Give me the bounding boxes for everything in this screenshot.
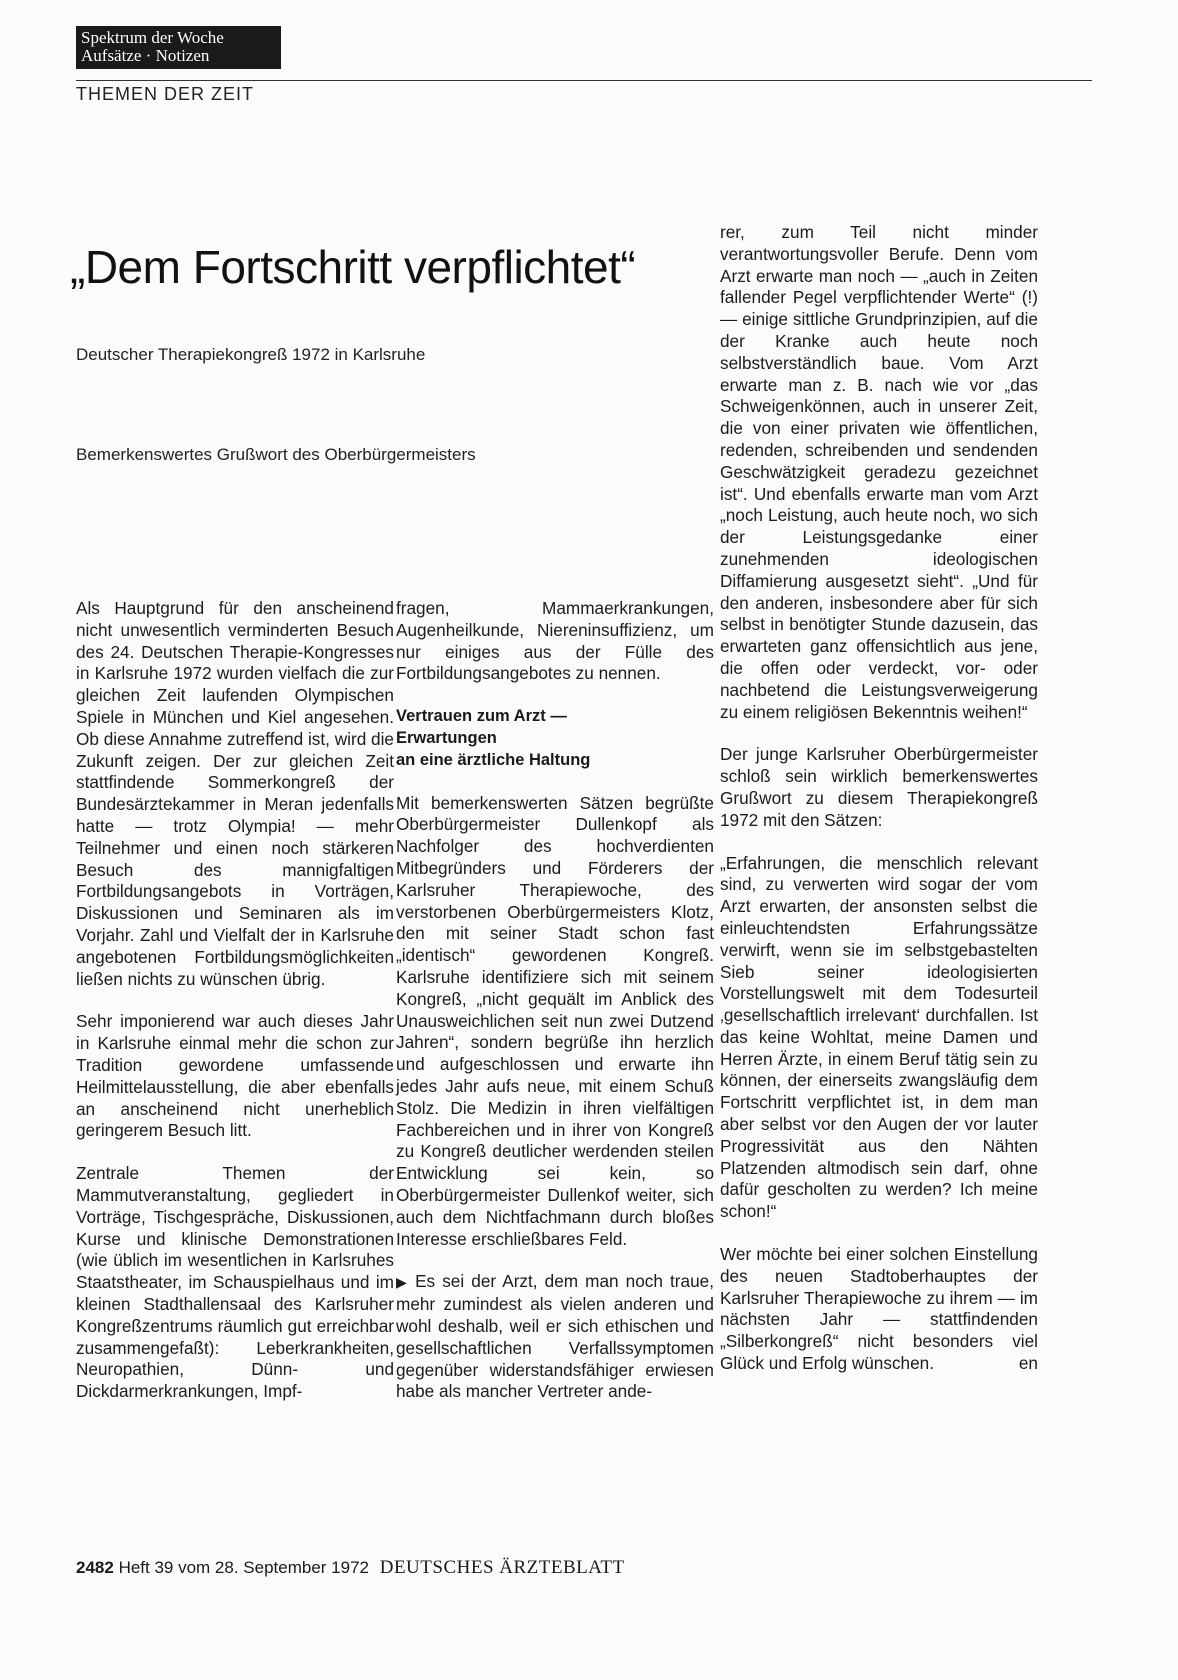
- paragraph: fragen, Mammaerkrankungen, Augenheilkunde, Niereninsuffizienz, um nur einiges aus der Fülle des Fortbildungsangebotes zu nennen.: [396, 598, 714, 684]
- header-rule: [76, 80, 1092, 81]
- column-2: [396, 598, 714, 1424]
- column-3: [720, 222, 1038, 1396]
- author-signature: en: [1018, 1353, 1038, 1374]
- article-subtitle: Deutscher Therapiekongreß 1972 in Karlsruhe: [76, 345, 426, 364]
- paragraph: Wer möchte bei einer solchen Einstellung des neuen Stadtoberhauptes der Karlsruher Therapiewoche zu ihrem — im nächsten Jahr — stattfindenden „Silberkongreß“ nicht besonders viel Glück und Erfolg wünschen. en: [720, 1244, 1038, 1374]
- page-number: 2482: [76, 1558, 114, 1577]
- article-deck: Bemerkenswertes Grußwort des Oberbürgermeisters: [76, 445, 476, 464]
- masthead-line-2: Aufsätze · Notizen: [81, 46, 210, 65]
- paragraph: Als Hauptgrund für den anscheinend nicht unwesentlich verminderten Besuch des 24. Deutschen Therapie-Kongresses in Karlsruhe 1972 wurden vielfach die zur gleichen Zeit laufenden Olympischen Spiele in München und Kiel angesehen. Ob diese Annahme zutreffend ist, wird die Zukunft zeigen. Der zur gleichen Zeit stattfindende Sommerkongreß der Bundesärztekammer in Meran jedenfalls hatte — trotz Olympia! — mehr Teilnehmer und einen noch stärkeren Besuch des mannigfaltigen Fortbildungsangebots in Vorträgen, Diskussionen und Seminaren als im Vorjahr. Zahl und Vielfalt der in Karlsruhe angebotenen Fortbildungsmöglichkeiten ließen nichts zu wünschen übrig.: [76, 598, 394, 989]
- issue-info: Heft 39 vom 28. September 1972: [118, 1558, 369, 1577]
- journal-name: DEUTSCHES ÄRZTEBLATT: [379, 1557, 625, 1578]
- section-label: THEMEN DER ZEIT: [76, 84, 255, 104]
- paragraph: Mit bemerkenswerten Sätzen begrüßte Oberbürgermeister Dullenkopf als Nachfolger des hochverdienten Mitbegründers und Förderers der Karlsruher Therapiewoche, des verstorbenen Oberbürgermeisters Klotz, den mit seiner Stadt schon fast „identisch“ gewordenen Kongreß. Karlsruhe identifiziere sich mit seinem Kongreß, „nicht gequält im Anblick des Unausweichlichen seit nun zwei Dutzend Jahren“, sondern begrüße ihn herzlich und aufgeschlossen und erwarte ihn jedes Jahr aufs neue, mit einem Schuß Stolz. Die Medizin in ihren vielfältigen Fachbereichen und in ihrer von Kongreß zu Kongreß deutlicher werdenden steilen Entwicklung sei kein, so Oberbürgermeister Dullenkof weiter, sich auch dem Nichtfachmann durch bloßes Interesse erschließbares Feld.: [396, 792, 714, 1249]
- masthead-line-1: Spektrum der Woche: [81, 28, 224, 47]
- paragraph: ▶ Es sei der Arzt, dem man noch traue, mehr zumindest als vielen anderen und wohl deshalb, weil er sich ethischen und gesellschaftlichen Verfallssymptomen gegenüber widerstandsfähiger erwiesen habe als mancher Vertreter ande-: [396, 1271, 714, 1402]
- masthead: [76, 26, 281, 69]
- arrow-icon: ▶: [396, 1274, 410, 1291]
- paragraph: Der junge Karlsruher Oberbürgermeister schloß sein wirklich bemerkenswertes Grußwort zu diesem Therapiekongreß 1972 mit den Sätzen:: [720, 744, 1038, 830]
- page-footer: [76, 1557, 625, 1579]
- column-1: [76, 598, 394, 1424]
- paragraph: „Erfahrungen, die menschlich relevant sind, zu verwerten wird sogar der vom Arzt erwarten, der ansonsten selbst die einleuchtendsten Erfahrungssätze verwirft, wenn sie im selbstgebastelten Sieb seiner ideologisierten Vorstellungswelt mit dem Todesurteil ‚gesellschaftlich irrelevant‘ durchfallen. Ist das keine Wohltat, meine Damen und Herren Ärzte, in einem Beruf tätig sein zu können, der einerseits zwangsläufig dem Fortschritt verpflichtet ist, in dem man aber selbst vor den Augen der vor lauter Progressivität aus den Nähten Platzenden altmodisch sein darf, ohne dafür gescholten zu werden? Ich meine schon!“: [720, 852, 1038, 1222]
- paragraph: Zentrale Themen der Mammutveranstaltung, gegliedert in Vorträge, Tischgespräche, Diskussionen, Kurse und klinische Demonstrationen (wie üblich im wesentlichen in Karlsruhes Staatstheater, im Schauspielhaus und im kleinen Stadthallensaal des Karlsruher Kongreßzentrums räumlich gut erreichbar zusammengefaßt): Leberkrankheiten, Neuropathien, Dünn- und Dickdarmerkrankungen, Impf-: [76, 1163, 394, 1402]
- article-title: „Dem Fortschritt verpflichtet“: [70, 241, 636, 293]
- paragraph: rer, zum Teil nicht minder verantwortungsvoller Berufe. Denn vom Arzt erwarte man noch — „auch in Zeiten fallender Pegel verpflichtender Werte“ (!) — einige sittliche Grundprinzipien, auf die der Kranke auch heute noch selbstverständlich baue. Vom Arzt erwarte man z. B. nach wie vor „das Schweigenkönnen, auch in unserer Zeit, die von einer privaten wie öffentlichen, redenden, schreibenden und sendenden Geschwätzigkeit geradezu gezeichnet ist“. Und ebenfalls erwarte man vom Arzt „noch Leistung, auch heute noch, wo sich der Leistungsgedanke einer zunehmenden ideologischen Diffamierung ausgesetzt sieht“. „Und für den anderen, insbesondere aber für sich selbst in benötigter Stunde dazusein, das erwarteten ganz offensichtlich aus jene, die offen oder verdeckt, vor- oder nachbetend die Leistungsverweigerung zu einem religiösen Bekenntnis weihen!“: [720, 222, 1038, 722]
- paragraph: Sehr imponierend war auch dieses Jahr in Karlsruhe einmal mehr die schon zur Tradition gewordene umfassende Heilmittelausstellung, die aber ebenfalls an anscheinend nicht unerheblich geringerem Besuch litt.: [76, 1011, 394, 1141]
- subheading: Vertrauen zum Arzt — Erwartungen an eine ärztliche Haltung: [396, 707, 591, 769]
